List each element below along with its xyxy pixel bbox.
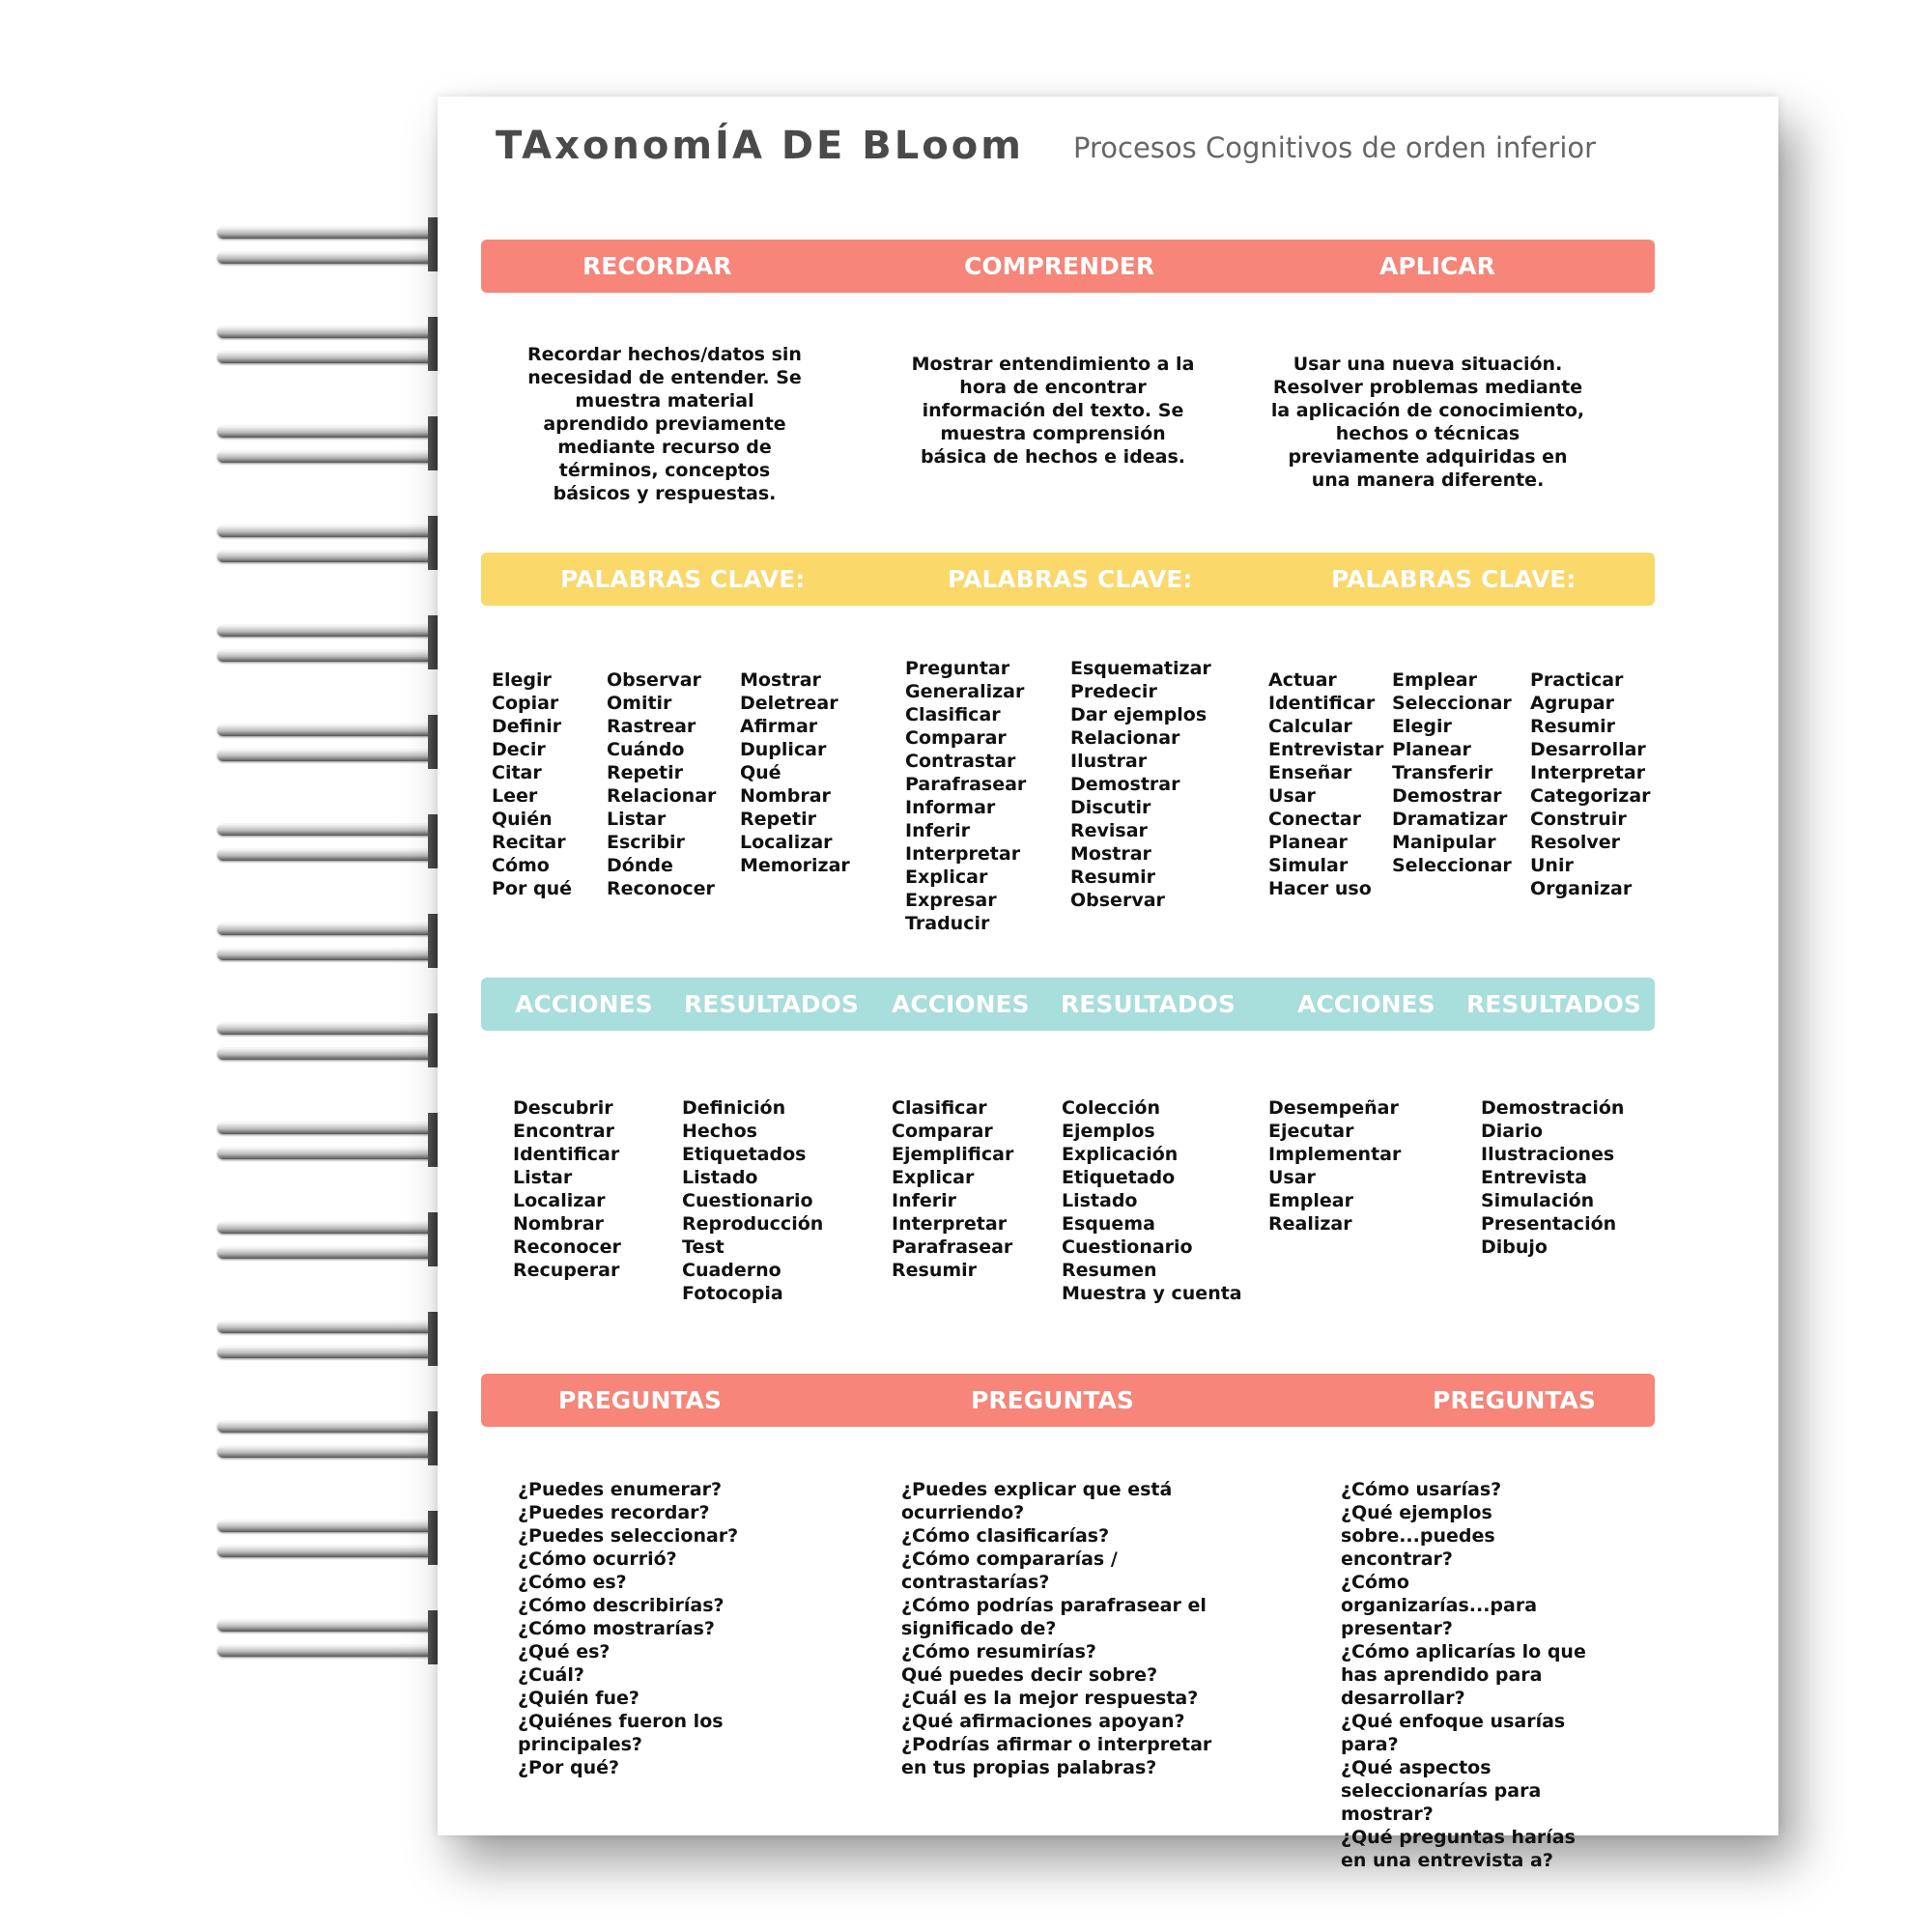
resultados-comprender (1062, 1096, 1242, 1305)
keywords-aplicar-col-3-item: Practicar (1530, 669, 1624, 691)
keywords-aplicar-col-3-item: Desarrollar (1530, 739, 1646, 760)
resultados-recordar-item: Fotocopia (682, 1283, 783, 1304)
binding-ring (217, 217, 469, 271)
keywords-recordar-col-3-item: Qué (740, 762, 781, 783)
preguntas-aplicar-item: ¿Cómo aplicarías lo que has aprendido para desarrollar? (1341, 1641, 1586, 1709)
keywords-recordar-col-2-item: Omitir (607, 693, 672, 714)
binding-ring (217, 1212, 469, 1266)
keywords-recordar-col-1-item: Por qué (492, 878, 572, 899)
keywords-aplicar-col-1-item: Identificar (1268, 693, 1376, 714)
binding-ring (217, 1013, 469, 1067)
keywords-aplicar-col-2-item: Manipular (1392, 832, 1496, 853)
binding-ring (217, 1411, 469, 1465)
keywords-comprender-col-1-item: Generalizar (905, 681, 1025, 702)
keywords-comprender-col-2-item: Dar ejemplos (1070, 704, 1208, 725)
resultados-recordar-item: Reproducción (682, 1213, 824, 1235)
description-aplicar: Usar una nueva situación. Resolver problemas mediante la aplicación de conocimiento, hechos o técnicas previamente adquiridas en una manera diferente. (1270, 354, 1585, 491)
keywords-aplicar-col-2-item: Demostrar (1392, 785, 1502, 807)
acciones-comprender-item: Resumir (892, 1260, 978, 1281)
acciones-comprender-item: Ejemplificar (892, 1144, 1014, 1165)
resultados-aplicar-item: Demostración (1481, 1097, 1625, 1119)
keywords-recordar-col-1-item: Copiar (492, 693, 559, 714)
keywords-recordar-col-3 (740, 668, 850, 877)
preguntas-recordar-item: ¿Cómo mostrarías? (518, 1618, 715, 1639)
resultados-aplicar-item: Ilustraciones (1481, 1144, 1615, 1165)
keywords-recordar-col-2-item: Relacionar (607, 785, 717, 807)
keywords-comprender-col-2-item: Revisar (1070, 820, 1148, 841)
binding-ring (217, 615, 469, 669)
acciones-aplicar-item: Realizar (1268, 1213, 1352, 1235)
resultados-comprender-item: Etiquetado (1062, 1167, 1176, 1188)
keywords-aplicar-col-3-item: Resumir (1530, 716, 1616, 737)
notebook-page (438, 97, 1778, 1871)
category-header-bar (481, 240, 1655, 293)
preguntas-comprender-item: ¿Cuál es la mejor respuesta? (901, 1688, 1199, 1709)
keywords-comprender-col-2-item: Predecir (1070, 681, 1157, 702)
keywords-recordar-col-2-item: Observar (607, 669, 701, 691)
keywords-aplicar-col-1 (1268, 668, 1383, 900)
keywords-label-comprender: PALABRAS CLAVE: (948, 565, 1193, 593)
keywords-aplicar-col-2-item: Elegir (1392, 716, 1452, 737)
acciones-label-recordar: ACCIONES (515, 990, 653, 1018)
category-aplicar: APLICAR (1379, 252, 1495, 280)
keywords-recordar-col-3-item: Memorizar (740, 855, 850, 876)
resultados-recordar-item: Definición (682, 1097, 786, 1119)
keywords-recordar-col-3-item: Repetir (740, 809, 816, 830)
preguntas-aplicar-item: ¿Qué aspectos seleccionarías para mostrar? (1341, 1757, 1542, 1825)
acciones-label-comprender: ACCIONES (892, 990, 1030, 1018)
binding-ring (217, 1610, 469, 1664)
keywords-comprender-col-1-item: Interpretar (905, 843, 1021, 865)
keywords-recordar-col-2-item: Dónde (607, 855, 673, 876)
keywords-recordar-col-1-item: Cómo (492, 855, 550, 876)
resultados-aplicar-item: Entrevista (1481, 1167, 1587, 1188)
acciones-comprender-item: Interpretar (892, 1213, 1008, 1235)
keywords-comprender-col-1-item: Informar (905, 797, 996, 818)
resultados-aplicar-item: Presentación (1481, 1213, 1617, 1235)
keywords-aplicar-col-2-item: Emplear (1392, 669, 1477, 691)
preguntas-recordar-item: ¿Cómo es? (518, 1572, 627, 1593)
keywords-aplicar-col-3-item: Agrupar (1530, 693, 1614, 714)
keywords-label-aplicar: PALABRAS CLAVE: (1331, 565, 1577, 593)
keywords-aplicar-col-2-item: Seleccionar (1392, 855, 1512, 876)
acciones-comprender-item: Inferir (892, 1190, 957, 1211)
keywords-recordar-col-1-item: Quién (492, 809, 553, 830)
keywords-comprender-col-1-item: Preguntar (905, 658, 1010, 679)
preguntas-comprender-item: ¿Puedes explicar que está ocurriendo? (901, 1479, 1173, 1523)
acciones-label-aplicar: ACCIONES (1297, 990, 1435, 1018)
resultados-aplicar-item: Dibujo (1481, 1236, 1548, 1258)
acciones-comprender-item: Parafrasear (892, 1236, 1013, 1258)
acciones-recordar-item: Descubrir (513, 1097, 613, 1119)
keywords-recordar-col-1-item: Leer (492, 785, 538, 807)
preguntas-comprender (901, 1478, 1215, 1779)
acciones-aplicar-item: Emplear (1268, 1190, 1353, 1211)
preguntas-comprender-item: ¿Podrías afirmar o interpretar en tus propias palabras? (901, 1734, 1212, 1778)
preguntas-comprender-item: ¿Cómo clasificarías? (901, 1525, 1110, 1547)
keywords-comprender-col-2-item: Resumir (1070, 867, 1156, 888)
keywords-aplicar-col-1-item: Entrevistar (1268, 739, 1384, 760)
preguntas-recordar-item: ¿Puedes recordar? (518, 1502, 710, 1523)
preguntas-recordar-item: ¿Cómo describirías? (518, 1595, 724, 1616)
preguntas-aplicar-item: ¿Qué preguntas harías en una entrevista a? (1341, 1827, 1576, 1871)
keywords-recordar-col-3-item: Mostrar (740, 669, 821, 691)
keywords-recordar-col-3-item: Nombrar (740, 785, 831, 807)
keywords-aplicar-col-3-item: Interpretar (1530, 762, 1646, 783)
preguntas-recordar-item: ¿Cómo ocurrió? (518, 1548, 677, 1570)
resultados-aplicar-item: Diario (1481, 1121, 1544, 1142)
acciones-recordar-item: Reconocer (513, 1236, 621, 1258)
preguntas-comprender-item: ¿Cómo resumirías? (901, 1641, 1096, 1662)
preguntas-label-comprender: PREGUNTAS (971, 1386, 1134, 1414)
acciones-comprender-item: Comparar (892, 1121, 993, 1142)
preguntas-comprender-item: ¿Qué afirmaciones apoyan? (901, 1711, 1185, 1732)
keywords-comprender-col-2-item: Mostrar (1070, 843, 1151, 865)
preguntas-comprender-item: ¿Cómo compararías / contrastarías? (901, 1548, 1118, 1593)
preguntas-recordar-item: ¿Puedes enumerar? (518, 1479, 722, 1500)
category-recordar: RECORDAR (582, 252, 732, 280)
acciones-recordar-item: Listar (513, 1167, 573, 1188)
preguntas-recordar-item: ¿Quién fue? (518, 1688, 639, 1709)
preguntas-label-aplicar: PREGUNTAS (1433, 1386, 1596, 1414)
keywords-recordar-col-2-item: Reconocer (607, 878, 715, 899)
resultados-aplicar-item: Simulación (1481, 1190, 1595, 1211)
binding-ring (217, 814, 469, 868)
keywords-aplicar-col-3-item: Resolver (1530, 832, 1621, 853)
keywords-comprender-col-2-item: Demostrar (1070, 774, 1180, 795)
acciones-aplicar-item: Ejecutar (1268, 1121, 1354, 1142)
preguntas-aplicar (1341, 1478, 1606, 1872)
resultados-comprender-item: Explicación (1062, 1144, 1179, 1165)
resultados-recordar-item: Hechos (682, 1121, 757, 1142)
acciones-recordar-item: Recuperar (513, 1260, 620, 1281)
keywords-comprender-col-1-item: Clasificar (905, 704, 1001, 725)
keywords-comprender-col-1-item: Comparar (905, 727, 1007, 749)
acciones-comprender-item: Clasificar (892, 1097, 987, 1119)
keywords-recordar-col-2-item: Repetir (607, 762, 683, 783)
preguntas-recordar-item: ¿Cuál? (518, 1664, 584, 1686)
resultados-comprender-item: Muestra y cuenta (1062, 1283, 1242, 1304)
resultados-comprender-item: Listado (1062, 1190, 1138, 1211)
questions-header-bar (481, 1374, 1655, 1427)
acciones-aplicar-item: Implementar (1268, 1144, 1402, 1165)
acciones-recordar-item: Nombrar (513, 1213, 604, 1235)
resultados-aplicar (1481, 1096, 1624, 1259)
keywords-aplicar-col-2-item: Transferir (1392, 762, 1493, 783)
spiral-binding (217, 217, 469, 1686)
keywords-recordar-col-3-item: Duplicar (740, 739, 827, 760)
preguntas-label-recordar: PREGUNTAS (558, 1386, 722, 1414)
binding-ring (217, 1511, 469, 1565)
resultados-recordar-item: Etiquetados (682, 1144, 807, 1165)
keywords-comprender-col-2-item: Ilustrar (1070, 751, 1148, 772)
acciones-comprender-item: Explicar (892, 1167, 975, 1188)
keywords-recordar-col-3-item: Localizar (740, 832, 833, 853)
resultados-comprender-item: Colección (1062, 1097, 1161, 1119)
keywords-comprender-col-1-item: Traducir (905, 913, 990, 934)
keywords-comprender-col-1-item: Explicar (905, 867, 988, 888)
keywords-comprender-col-2 (1070, 657, 1211, 912)
preguntas-recordar-item: ¿Por qué? (518, 1757, 620, 1778)
resultados-comprender-item: Cuestionario (1062, 1236, 1193, 1258)
preguntas-aplicar-item: ¿Cómo organizarías...para presentar? (1341, 1572, 1538, 1639)
resultados-comprender-item: Resumen (1062, 1260, 1157, 1281)
keywords-recordar-col-1-item: Decir (492, 739, 546, 760)
description-recordar: Recordar hechos/datos sin necesidad de entender. Se muestra material aprendido previamente mediante recurso de términos, conceptos básicos y respuestas. (527, 344, 802, 504)
keywords-aplicar-col-3-item: Organizar (1530, 878, 1633, 899)
preguntas-recordar-item: ¿Quiénes fueron los principales? (518, 1711, 724, 1755)
keywords-recordar-col-2-item: Rastrear (607, 716, 696, 737)
resultados-recordar (682, 1096, 823, 1305)
keywords-label-recordar: PALABRAS CLAVE: (560, 565, 806, 593)
category-comprender: COMPRENDER (964, 252, 1155, 280)
acciones-aplicar-item: Desempeñar (1268, 1097, 1399, 1119)
acciones-recordar-item: Localizar (513, 1190, 606, 1211)
keywords-aplicar-col-1-item: Simular (1268, 855, 1349, 876)
keywords-recordar-col-3-item: Deletrear (740, 693, 838, 714)
keywords-recordar-col-1-item: Definir (492, 716, 562, 737)
acciones-recordar-item: Identificar (513, 1144, 620, 1165)
resultados-recordar-item: Listado (682, 1167, 758, 1188)
keywords-comprender-col-2-item: Relacionar (1070, 727, 1180, 749)
keywords-comprender-col-2-item: Observar (1070, 890, 1165, 911)
keywords-aplicar-col-2 (1392, 668, 1512, 877)
keywords-recordar-col-2-item: Escribir (607, 832, 685, 853)
binding-ring (217, 1113, 469, 1167)
acciones-recordar (513, 1096, 621, 1282)
preguntas-recordar-item: ¿Qué es? (518, 1641, 611, 1662)
keywords-comprender-col-2-item: Esquematizar (1070, 658, 1211, 679)
keywords-comprender-col-1-item: Parafrasear (905, 774, 1027, 795)
resultados-label-comprender: RESULTADOS (1061, 990, 1236, 1018)
binding-ring (217, 516, 469, 570)
acciones-comprender (892, 1096, 1013, 1282)
keywords-aplicar-col-1-item: Enseñar (1268, 762, 1352, 783)
keywords-aplicar-col-1-item: Calcular (1268, 716, 1352, 737)
description-comprender: Mostrar entendimiento a la hora de encontrar información del texto. Se muestra comprensión básica de hechos e ideas. (911, 354, 1195, 468)
keywords-aplicar-col-2-item: Dramatizar (1392, 809, 1508, 830)
resultados-comprender-item: Esquema (1062, 1213, 1155, 1235)
page-title: TAxonomÍA DE BLoom (496, 124, 1024, 168)
acciones-aplicar (1268, 1096, 1401, 1236)
preguntas-aplicar-item: ¿Cómo usarías? (1341, 1479, 1502, 1500)
keywords-aplicar-col-1-item: Conectar (1268, 809, 1361, 830)
keywords-aplicar-col-3 (1530, 668, 1651, 900)
keywords-recordar-col-2-item: Listar (607, 809, 667, 830)
resultados-recordar-item: Test (682, 1236, 724, 1258)
preguntas-aplicar-item: ¿Qué ejemplos sobre...puedes encontrar? (1341, 1502, 1495, 1570)
keywords-aplicar-col-2-item: Seleccionar (1392, 693, 1512, 714)
keywords-recordar-col-1-item: Recitar (492, 832, 566, 853)
acciones-aplicar-item: Usar (1268, 1167, 1316, 1188)
keywords-comprender-col-2-item: Discutir (1070, 797, 1151, 818)
resultados-label-aplicar: RESULTADOS (1466, 990, 1641, 1018)
resultados-recordar-item: Cuaderno (682, 1260, 781, 1281)
keywords-comprender-col-1-item: Contrastar (905, 751, 1016, 772)
keywords-aplicar-col-1-item: Hacer uso (1268, 878, 1372, 899)
keywords-recordar-col-1-item: Citar (492, 762, 542, 783)
keywords-aplicar-col-3-item: Categorizar (1530, 785, 1651, 807)
keywords-comprender-col-1-item: Inferir (905, 820, 971, 841)
preguntas-comprender-item: Qué puedes decir sobre? (901, 1664, 1158, 1686)
binding-ring (217, 1312, 469, 1366)
binding-ring (217, 416, 469, 470)
actions-results-header-bar (481, 978, 1655, 1031)
keywords-recordar-col-2-item: Cuándo (607, 739, 685, 760)
preguntas-aplicar-item: ¿Qué enfoque usarías para? (1341, 1711, 1566, 1755)
keywords-aplicar-col-3-item: Construir (1530, 809, 1627, 830)
keywords-aplicar-col-3-item: Unir (1530, 855, 1574, 876)
binding-ring (217, 715, 469, 769)
page-subtitle: Procesos Cognitivos de orden inferior (1073, 131, 1597, 164)
preguntas-comprender-item: ¿Cómo podrías parafrasear el significado de? (901, 1595, 1207, 1639)
binding-ring (217, 317, 469, 371)
resultados-label-recordar: RESULTADOS (684, 990, 859, 1018)
keywords-comprender-col-1-item: Expresar (905, 890, 997, 911)
preguntas-recordar-item: ¿Puedes seleccionar? (518, 1525, 739, 1547)
keywords-header-bar (481, 553, 1655, 606)
binding-ring (217, 914, 469, 968)
keywords-aplicar-col-1-item: Planear (1268, 832, 1348, 853)
acciones-recordar-item: Encontrar (513, 1121, 614, 1142)
keywords-recordar-col-3-item: Afirmar (740, 716, 818, 737)
resultados-recordar-item: Cuestionario (682, 1190, 813, 1211)
keywords-comprender-col-1 (905, 657, 1026, 935)
keywords-aplicar-col-1-item: Usar (1268, 785, 1316, 807)
preguntas-recordar (518, 1478, 740, 1779)
keywords-recordar-col-1 (492, 668, 572, 900)
resultados-comprender-item: Ejemplos (1062, 1121, 1155, 1142)
keywords-aplicar-col-2-item: Planear (1392, 739, 1471, 760)
keywords-recordar-col-2 (607, 668, 716, 900)
keywords-recordar-col-1-item: Elegir (492, 669, 552, 691)
keywords-aplicar-col-1-item: Actuar (1268, 669, 1337, 691)
